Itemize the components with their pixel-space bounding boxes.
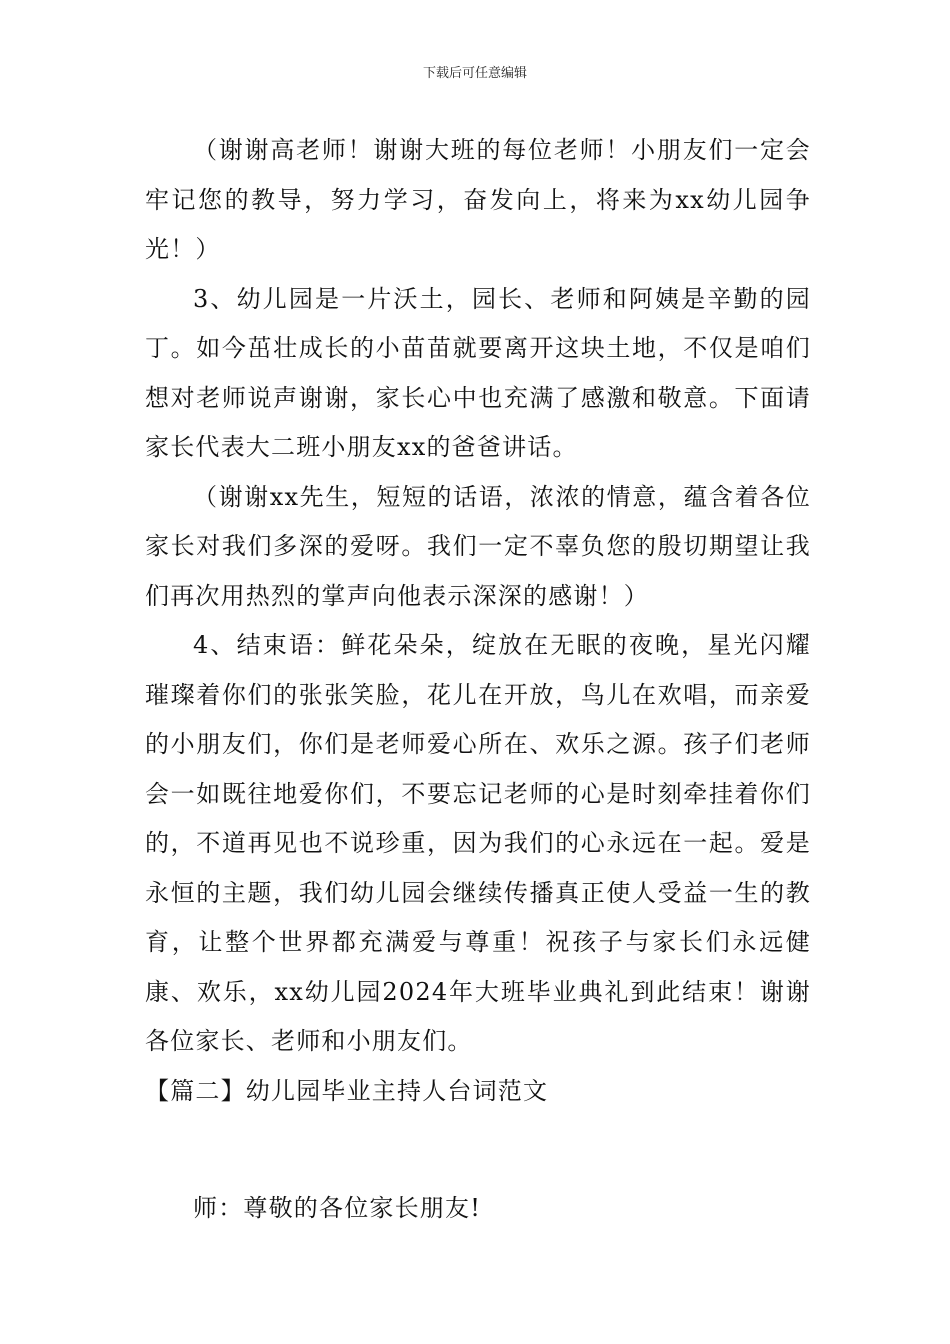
page-header: 下载后可任意编辑 [422, 66, 527, 81]
paragraph-item-3: 3、幼儿园是一片沃土，园长、老师和阿姨是辛勤的园丁。如今茁壮成长的小苗苗就要离开这块土地，不仅是咱们想对老师说声谢谢，家长心中也充满了感激和敬意。下面请家长代表大二班小朋友xx的爸爸讲话。 [145, 284, 811, 461]
greeting-line: 师：尊敬的各位家长朋友! [193, 1194, 482, 1222]
section-heading: 【篇二】幼儿园毕业主持人台词范文 [145, 1076, 549, 1105]
paragraph-thanks-teacher: （谢谢高老师！谢谢大班的每位老师！小朋友们一定会牢记您的教导，努力学习，奋发向上，将来为xx幼儿园争光！） [145, 136, 811, 263]
document-body [145, 126, 811, 1234]
paragraph-thanks-parent: （谢谢xx先生，短短的话语，浓浓的情意，蕴含着各位家长对我们多深的爱呀。我们一定不辜负您的殷切期望让我们再次用热烈的掌声向他表示深深的感谢！） [145, 482, 811, 610]
paragraph-closing: 4、结束语：鲜花朵朵，绽放在无眠的夜晚，星光闪耀璀璨着你们的张张笑脸，花儿在开放，鸟儿在欢唱，而亲爱的小朋友们，你们是老师爱心所在、欢乐之源。孩子们老师会一如既往地爱你们，不要忘记老师的心是时刻牵挂着你们的，不道再见也不说珍重，因为我们的心永远在一起。爱是永恒的主题，我们幼儿园会继续传播真正使人受益一生的教育，让整个世界都充满爱与尊重！祝孩子与家长们永远健康、欢乐，xx幼儿园2024年大班毕业典礼到此结束！谢谢各位家长、老师和小朋友们。 [145, 631, 811, 1055]
section-spacer [145, 1116, 811, 1184]
